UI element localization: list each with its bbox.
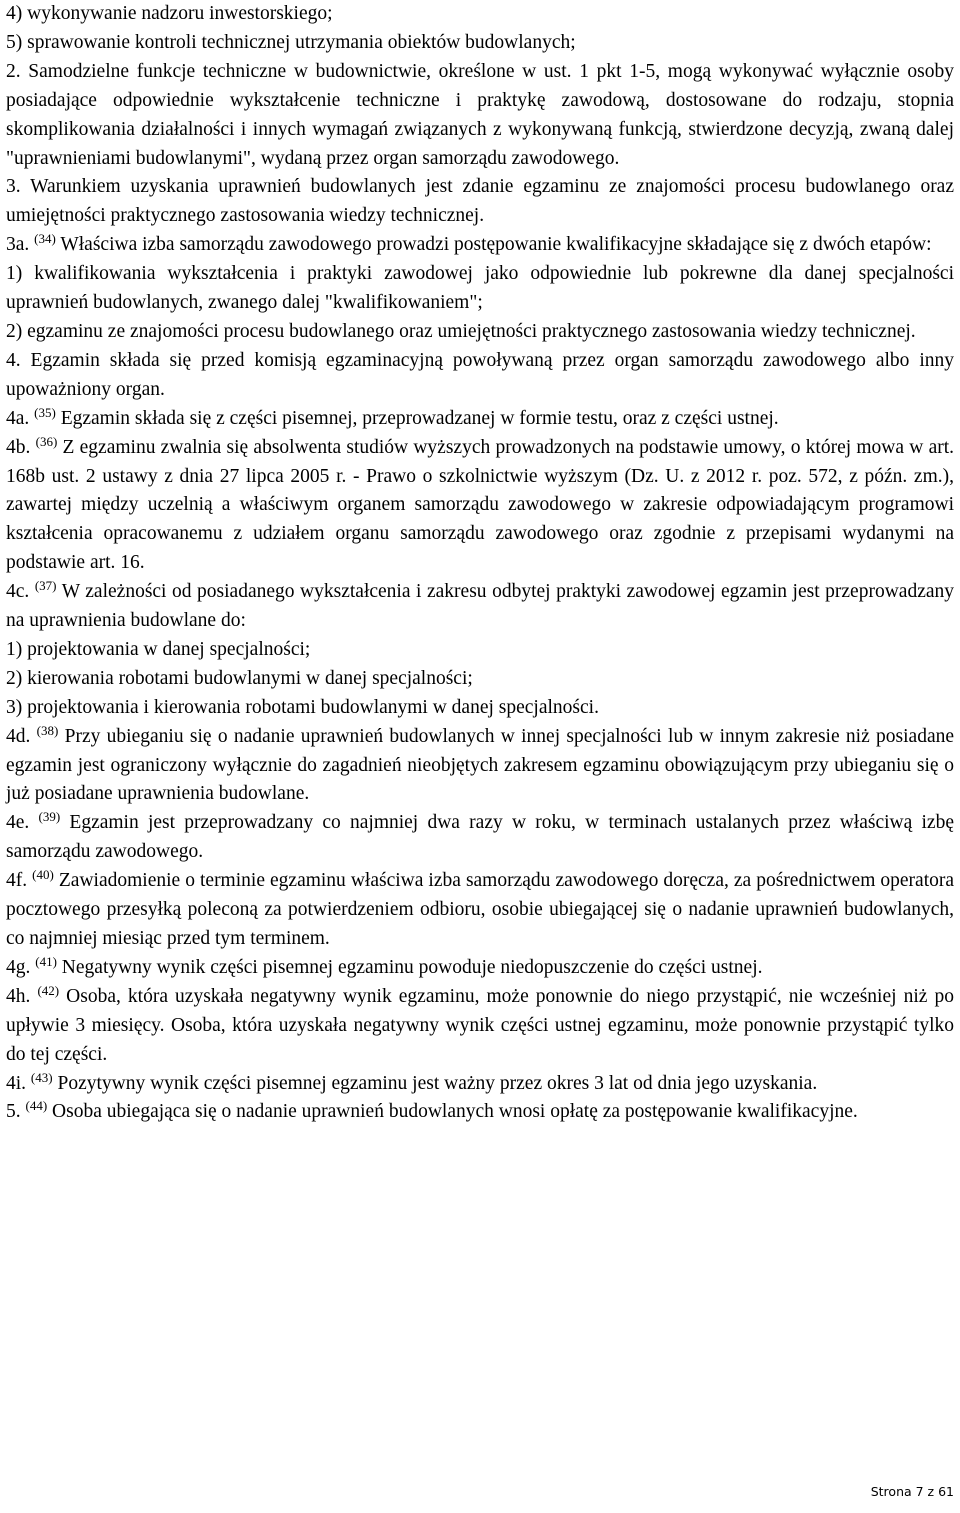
footnote-ref: (44) xyxy=(25,1098,48,1114)
paragraph-label: 4f. xyxy=(6,870,28,892)
paragraph-ust-3: 3. Warunkiem uzyskania uprawnień budowlanych jest zdanie egzaminu ze znajomości procesu budowlanego oraz umiejętności praktycznego zastosowania wiedzy technicznej. xyxy=(6,176,954,227)
footnote-ref: (40) xyxy=(32,867,54,883)
paragraph-4c-item-2: 2) kierowania robotami budowlanymi w danej specjalności; xyxy=(6,667,473,689)
footnote-ref: (36) xyxy=(35,433,58,449)
paragraph-text: Egzamin składa się z części pisemnej, przeprowadzanej w formie testu, oraz z części ustnej. xyxy=(60,407,779,429)
paragraph-text: Pozytywny wynik części pisemnej egzaminu jest ważny przez okres 3 lat od dnia jego uzyskania. xyxy=(57,1072,818,1094)
paragraph-ust-4i xyxy=(6,1070,954,1099)
footnote-ref: (42) xyxy=(37,982,60,998)
footnote-ref: (39) xyxy=(38,809,61,825)
paragraph-ust-4a xyxy=(6,405,954,434)
paragraph-text: Z egzaminu zwalnia się absolwenta studiów wyższych prowadzonych na podstawie umowy, o której mowa w art. 168b ust. 2 ustawy z dnia 27 lipca 2005 r. - Prawo o szkolnictwie wyższym (Dz. U. z 2012 r. poz. 572, z późn. zm.), zawartej między uczelnią a właściwym organem samorządu zawodowego w zakresie odpowiadającym programowi kształcenia opracowanemu z udziałem organu samorządu zawodowego oraz zgodnie z przepisami wydanymi na podstawie art. 16. xyxy=(6,436,955,574)
paragraph-ust-5 xyxy=(6,1098,954,1127)
document-page xyxy=(6,0,954,1127)
paragraph-ust-4f xyxy=(6,867,954,954)
paragraph-text: Przy ubieganiu się o nadanie uprawnień budowlanych w innej specjalności lub w innym zakresie niż posiadane egzamin jest ograniczony wyłącznie do zagadnień nieobjętych zakresem egzaminu obowiązującym przy ubieganiu się o już posiadane uprawnienia budowlane. xyxy=(6,725,955,805)
footnote-ref: (41) xyxy=(35,953,57,969)
paragraph-text: Właściwa izba samorządu zawodowego prowadzi postępowanie kwalifikacyjne składające się z dwóch etapów: xyxy=(60,234,932,256)
paragraph-text: Zawiadomienie o terminie egzaminu właściwa izba samorządu zawodowego doręcza, za pośrednictwem operatora pocztowego przesyłką poleconą za potwierdzeniem odbioru, osobie ubiegającej się o nadanie uprawnień budowlanych, co najmniej miesiąc przed tym terminem. xyxy=(6,870,955,949)
paragraph-label: 4i. xyxy=(6,1072,27,1094)
footnote-ref: (43) xyxy=(30,1069,53,1085)
paragraph-label: 4e. xyxy=(6,812,30,834)
footnote-ref: (38) xyxy=(36,722,59,738)
paragraph-label: 4g. xyxy=(6,956,31,978)
paragraph-label: 5. xyxy=(6,1101,21,1123)
paragraph-label: 4c. xyxy=(6,581,30,603)
paragraph-4c-item-3: 3) projektowania i kierowania robotami budowlanymi w danej specjalności. xyxy=(6,696,599,718)
footnote-ref: (35) xyxy=(34,404,56,420)
paragraph-ust-4g xyxy=(6,954,954,983)
paragraph-label: 3a. xyxy=(6,234,30,256)
paragraph-label: 4h. xyxy=(6,985,31,1007)
paragraph-ust-3a xyxy=(6,231,954,260)
paragraph-3a-item-2: 2) egzaminu ze znajomości procesu budowlanego oraz umiejętności praktycznego zastosowania wiedzy technicznej. xyxy=(6,320,916,342)
paragraph-4c-item-1: 1) projektowania w danej specjalności; xyxy=(6,638,311,660)
paragraph-ust-4d xyxy=(6,723,954,810)
paragraph-3a-item-1: 1) kwalifikowania wykształcenia i praktyki zawodowej jako odpowiednie lub pokrewne dla danej specjalności uprawnień budowlanych, zwanego dalej "kwalifikowaniem"; xyxy=(6,263,954,314)
paragraph-text: Osoba ubiegająca się o nadanie uprawnień budowlanych wnosi opłatę za postępowanie kwalifikacyjne. xyxy=(52,1101,858,1123)
footnote-ref: (37) xyxy=(34,578,57,594)
paragraph-ust-2: 2. Samodzielne funkcje techniczne w budownictwie, określone w ust. 1 pkt 1-5, mogą wykonywać wyłącznie osoby posiadające odpowiednie wykształcenie techniczne i praktykę zawodową, dostosowane do rodzaju, stopnia skomplikowania działalności i innych wymagań związanych z wykonywaną funkcją, stwierdzone decyzją, zwaną dalej "uprawnieniami budowlanymi", wydaną przez organ samorządu zawodowego. xyxy=(6,60,954,169)
paragraph-item-5: 5) sprawowanie kontroli technicznej utrzymania obiektów budowlanych; xyxy=(6,31,576,53)
paragraph-label: 4b. xyxy=(6,436,31,458)
paragraph-ust-4e xyxy=(6,809,954,867)
paragraph-text: Osoba, która uzyskała negatywny wynik egzaminu, może ponownie do niego przystąpić, nie wcześniej niż po upływie 3 miesięcy. Osoba, która uzyskała negatywny wynik części ustnej egzaminu, może ponownie przystąpić tylko do tej części. xyxy=(6,985,954,1065)
paragraph-ust-4: 4. Egzamin składa się przed komisją egzaminacyjną powoływaną przez organ samorządu zawodowego albo inny upoważniony organ. xyxy=(6,349,954,400)
paragraph-label: 4a. xyxy=(6,407,30,429)
paragraph-text: Egzamin jest przeprowadzany co najmniej dwa razy w roku, w terminach ustalanych przez właściwą izbę samorządu zawodowego. xyxy=(6,812,954,863)
paragraph-item-4: 4) wykonywanie nadzoru inwestorskiego; xyxy=(6,3,333,24)
page-number: Strona 7 z 61 xyxy=(870,1484,954,1499)
paragraph-ust-4c xyxy=(6,578,954,636)
paragraph-text: W zależności od posiadanego wykształcenia i zakresu odbytej praktyki zawodowej egzamin jest przeprowadzany na uprawnienia budowlane do: xyxy=(6,581,955,632)
paragraph-ust-4h xyxy=(6,983,954,1070)
footnote-ref: (34) xyxy=(34,231,56,247)
paragraph-label: 4d. xyxy=(6,725,31,747)
paragraph-text: Negatywny wynik części pisemnej egzaminu powoduje niedopuszczenie do części ustnej. xyxy=(61,956,763,978)
paragraph-ust-4b xyxy=(6,434,954,579)
